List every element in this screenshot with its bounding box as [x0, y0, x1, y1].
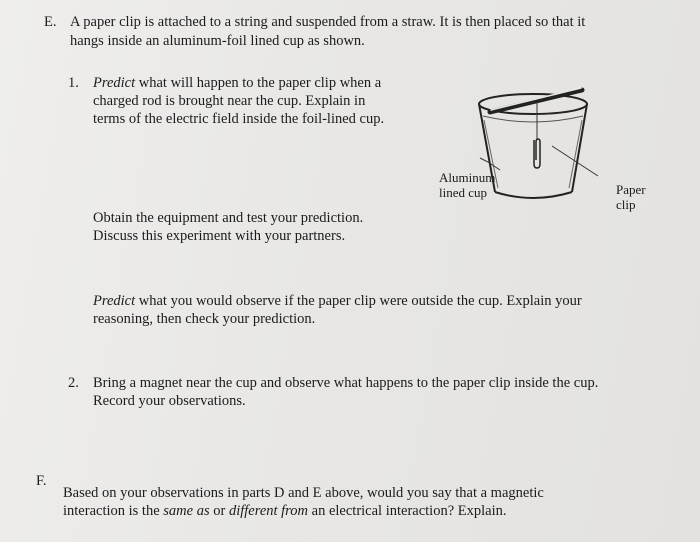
q1-line-1-rest: what will happen to the paper clip when a	[135, 75, 382, 91]
q1-predict-outside-line-1	[93, 293, 582, 310]
part-e-letter: E.	[44, 14, 57, 30]
q1-line-2: charged rod is brought near the cup. Explain in	[93, 93, 366, 109]
figure-label-clip: clip	[616, 197, 636, 212]
q2-line-1: Bring a magnet near the cup and observe what happens to the paper clip inside the cup.	[93, 375, 599, 391]
q1-obtain-line-1: Obtain the equipment and test your prediction.	[93, 210, 364, 226]
straw-highlight	[491, 88, 581, 110]
q1-line-3: terms of the electric field inside the foil-lined cup.	[93, 111, 385, 127]
part-f-letter: F.	[36, 473, 47, 489]
part-f-line-1: Based on your observations in parts D and E above, would you say that a magnetic	[63, 485, 544, 501]
figure-label-paper: Paper	[616, 182, 646, 197]
cup-pointer	[480, 158, 500, 170]
q1-predict-outside-word: Predict	[93, 293, 136, 309]
q1-obtain-line-2: Discuss this experiment with your partners.	[93, 228, 346, 244]
part-f-line-2	[63, 503, 506, 520]
figure-label-lined-cup: lined cup	[439, 185, 488, 200]
q2-line-2: Record your observations.	[93, 393, 246, 409]
clip-pointer	[552, 146, 598, 176]
figure-label-aluminum: Aluminum	[439, 170, 496, 185]
part-f-line-2-c: an electrical interaction? Explain.	[308, 503, 507, 519]
q1-predict-outside-rest: what you would observe if the paper clip were outside the cup. Explain your	[135, 293, 582, 309]
q1-predict-outside-line-2: reasoning, then check your prediction.	[93, 311, 316, 327]
part-f-line-2-a: interaction is the	[63, 503, 164, 519]
part-e-line-1: A paper clip is attached to a string and suspended from a straw. It is then placed so that it	[70, 14, 586, 30]
q2-number: 2.	[68, 375, 79, 391]
part-f-same-as: same as	[163, 503, 210, 519]
foil-inner-line	[483, 116, 583, 122]
q1-number: 1.	[68, 75, 79, 91]
q1-line-1	[93, 75, 381, 92]
part-f-different-from: different from	[228, 503, 309, 519]
part-f-line-2-b: or	[209, 503, 229, 519]
part-e-line-2: hangs inside an aluminum-foil lined cup as shown.	[70, 33, 365, 49]
q1-predict-word: Predict	[93, 75, 136, 91]
